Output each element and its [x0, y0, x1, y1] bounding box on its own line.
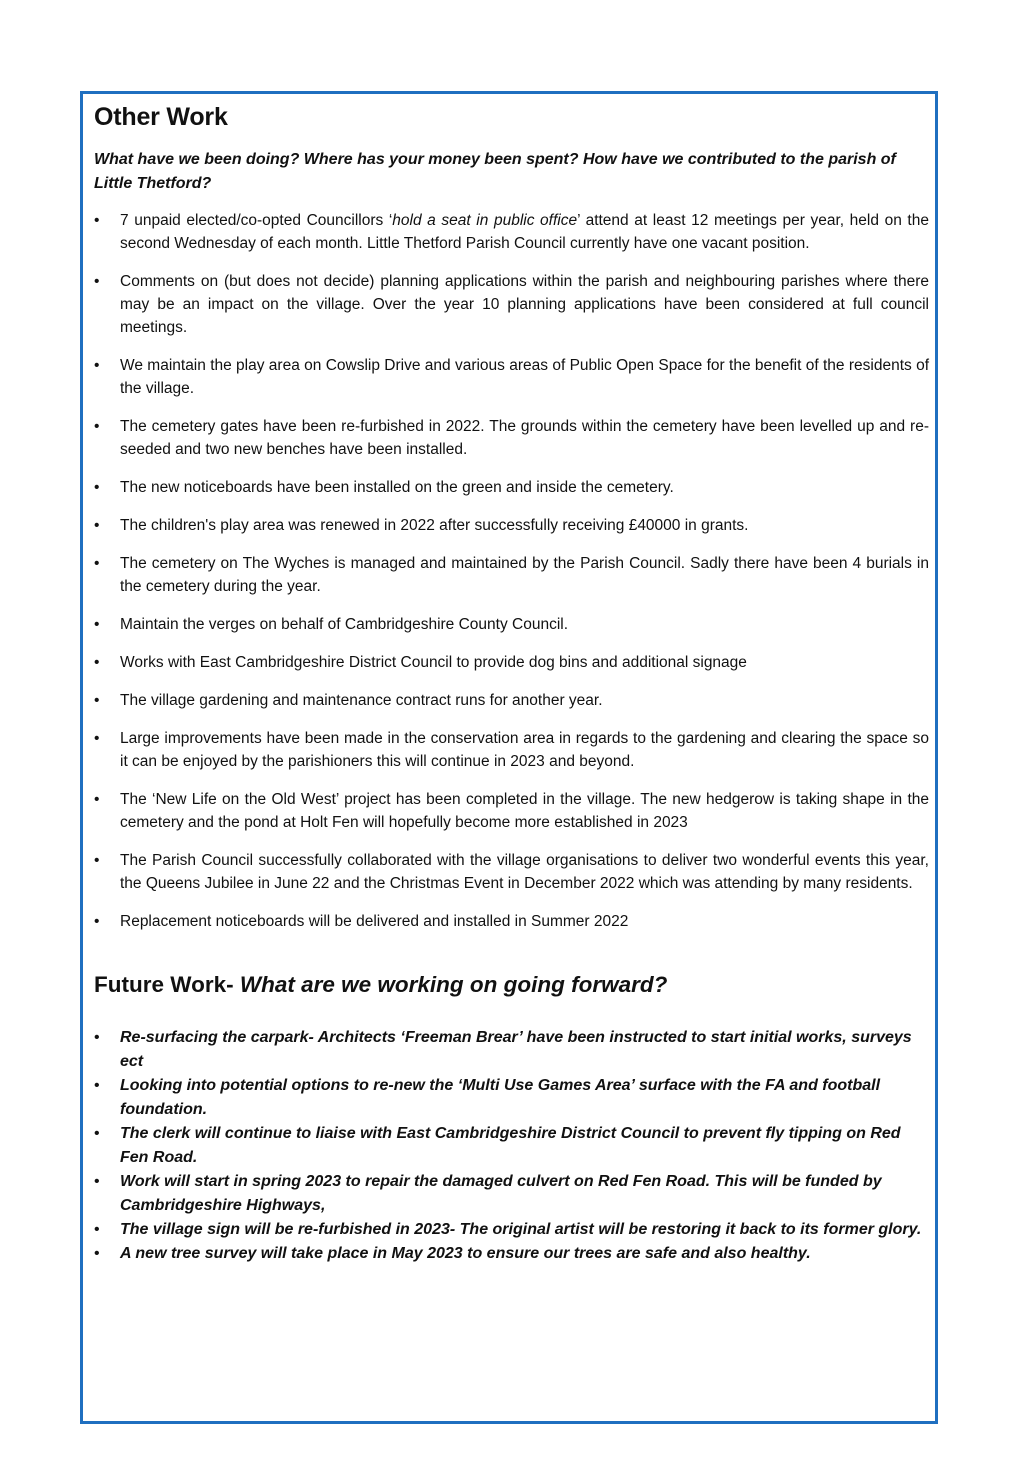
list-item: • Work will start in spring 2023 to repair the damaged culvert on Red Fen Road. This will be funded by Cambridgeshire Highways, — [94, 1170, 929, 1218]
list-item: • Re-surfacing the carpark- Architects ‘Freeman Brear’ have been instructed to start initial works, surveys ect — [94, 1026, 929, 1074]
future-work-list — [94, 1026, 929, 1266]
list-item: • The village gardening and maintenance contract runs for another year. — [94, 689, 929, 712]
list-item — [94, 209, 929, 255]
list-item: • The cemetery on The Wyches is managed and maintained by the Parish Council. Sadly there have been 4 burials in the cemetery during the year. — [94, 552, 929, 598]
councillors-text-italic: hold a seat in public office — [392, 212, 578, 229]
list-item: • Large improvements have been made in the conservation area in regards to the gardening and clearing the space so it can be enjoyed by the parishioners this will continue in 2023 and beyond. — [94, 727, 929, 773]
future-work-heading-question: What are we working on going forward? — [239, 972, 668, 997]
list-item: • Looking into potential options to re-new the ‘Multi Use Games Area’ surface with the FA and football foundation. — [94, 1074, 929, 1122]
list-item: • The village sign will be re-furbished in 2023- The original artist will be restoring it back to its former glory. — [94, 1218, 929, 1242]
list-item: • The children's play area was renewed in 2022 after successfully receiving £40000 in grants. — [94, 514, 929, 537]
future-work-heading — [94, 970, 929, 1000]
list-item: • Maintain the verges on behalf of Cambridgeshire County Council. — [94, 613, 929, 636]
list-item: • The cemetery gates have been re-furbished in 2022. The grounds within the cemetery have been levelled up and re-seeded and two new benches have been installed. — [94, 415, 929, 461]
list-item: • Comments on (but does not decide) planning applications within the parish and neighbouring parishes where there may be an impact on the village. Over the year 10 planning applications have been considered at full council meetings. — [94, 270, 929, 339]
list-item: • Replacement noticeboards will be delivered and installed in Summer 2022 — [94, 910, 929, 933]
document-content — [94, 100, 929, 1266]
other-work-intro: What have we been doing? Where has your money been spent? How have we contributed to the parish of Little Thetford? — [94, 151, 896, 192]
councillors-text-before: 7 unpaid elected/co-opted Councillors ‘ — [120, 212, 393, 229]
future-work-heading-prefix: Future Work- — [94, 972, 234, 997]
list-item: • We maintain the play area on Cowslip Drive and various areas of Public Open Space for the benefit of the residents of the village. — [94, 354, 929, 400]
list-item: • The clerk will continue to liaise with East Cambridgeshire District Council to prevent fly tipping on Red Fen Road. — [94, 1122, 929, 1170]
list-item: • A new tree survey will take place in May 2023 to ensure our trees are safe and also healthy. — [94, 1242, 929, 1266]
other-work-list — [94, 209, 929, 933]
list-item: • The new noticeboards have been installed on the green and inside the cemetery. — [94, 476, 929, 499]
councillors-text-after: ’ attend at least 12 meetings per year, held on the second Wednesday of each month. Little Thetford Parish Council currently have one vacant position. — [120, 212, 929, 252]
list-item: • The ‘New Life on the Old West’ project has been completed in the village. The new hedgerow is taking shape in the cemetery and the pond at Holt Fen will hopefully become more established in 2023 — [94, 788, 929, 834]
list-item: • Works with East Cambridgeshire District Council to provide dog bins and additional signage — [94, 651, 929, 674]
other-work-heading: Other Work — [94, 103, 228, 131]
list-item: • The Parish Council successfully collaborated with the village organisations to deliver two wonderful events this year, the Queens Jubilee in June 22 and the Christmas Event in December 2022 which was attending by many residents. — [94, 849, 929, 895]
